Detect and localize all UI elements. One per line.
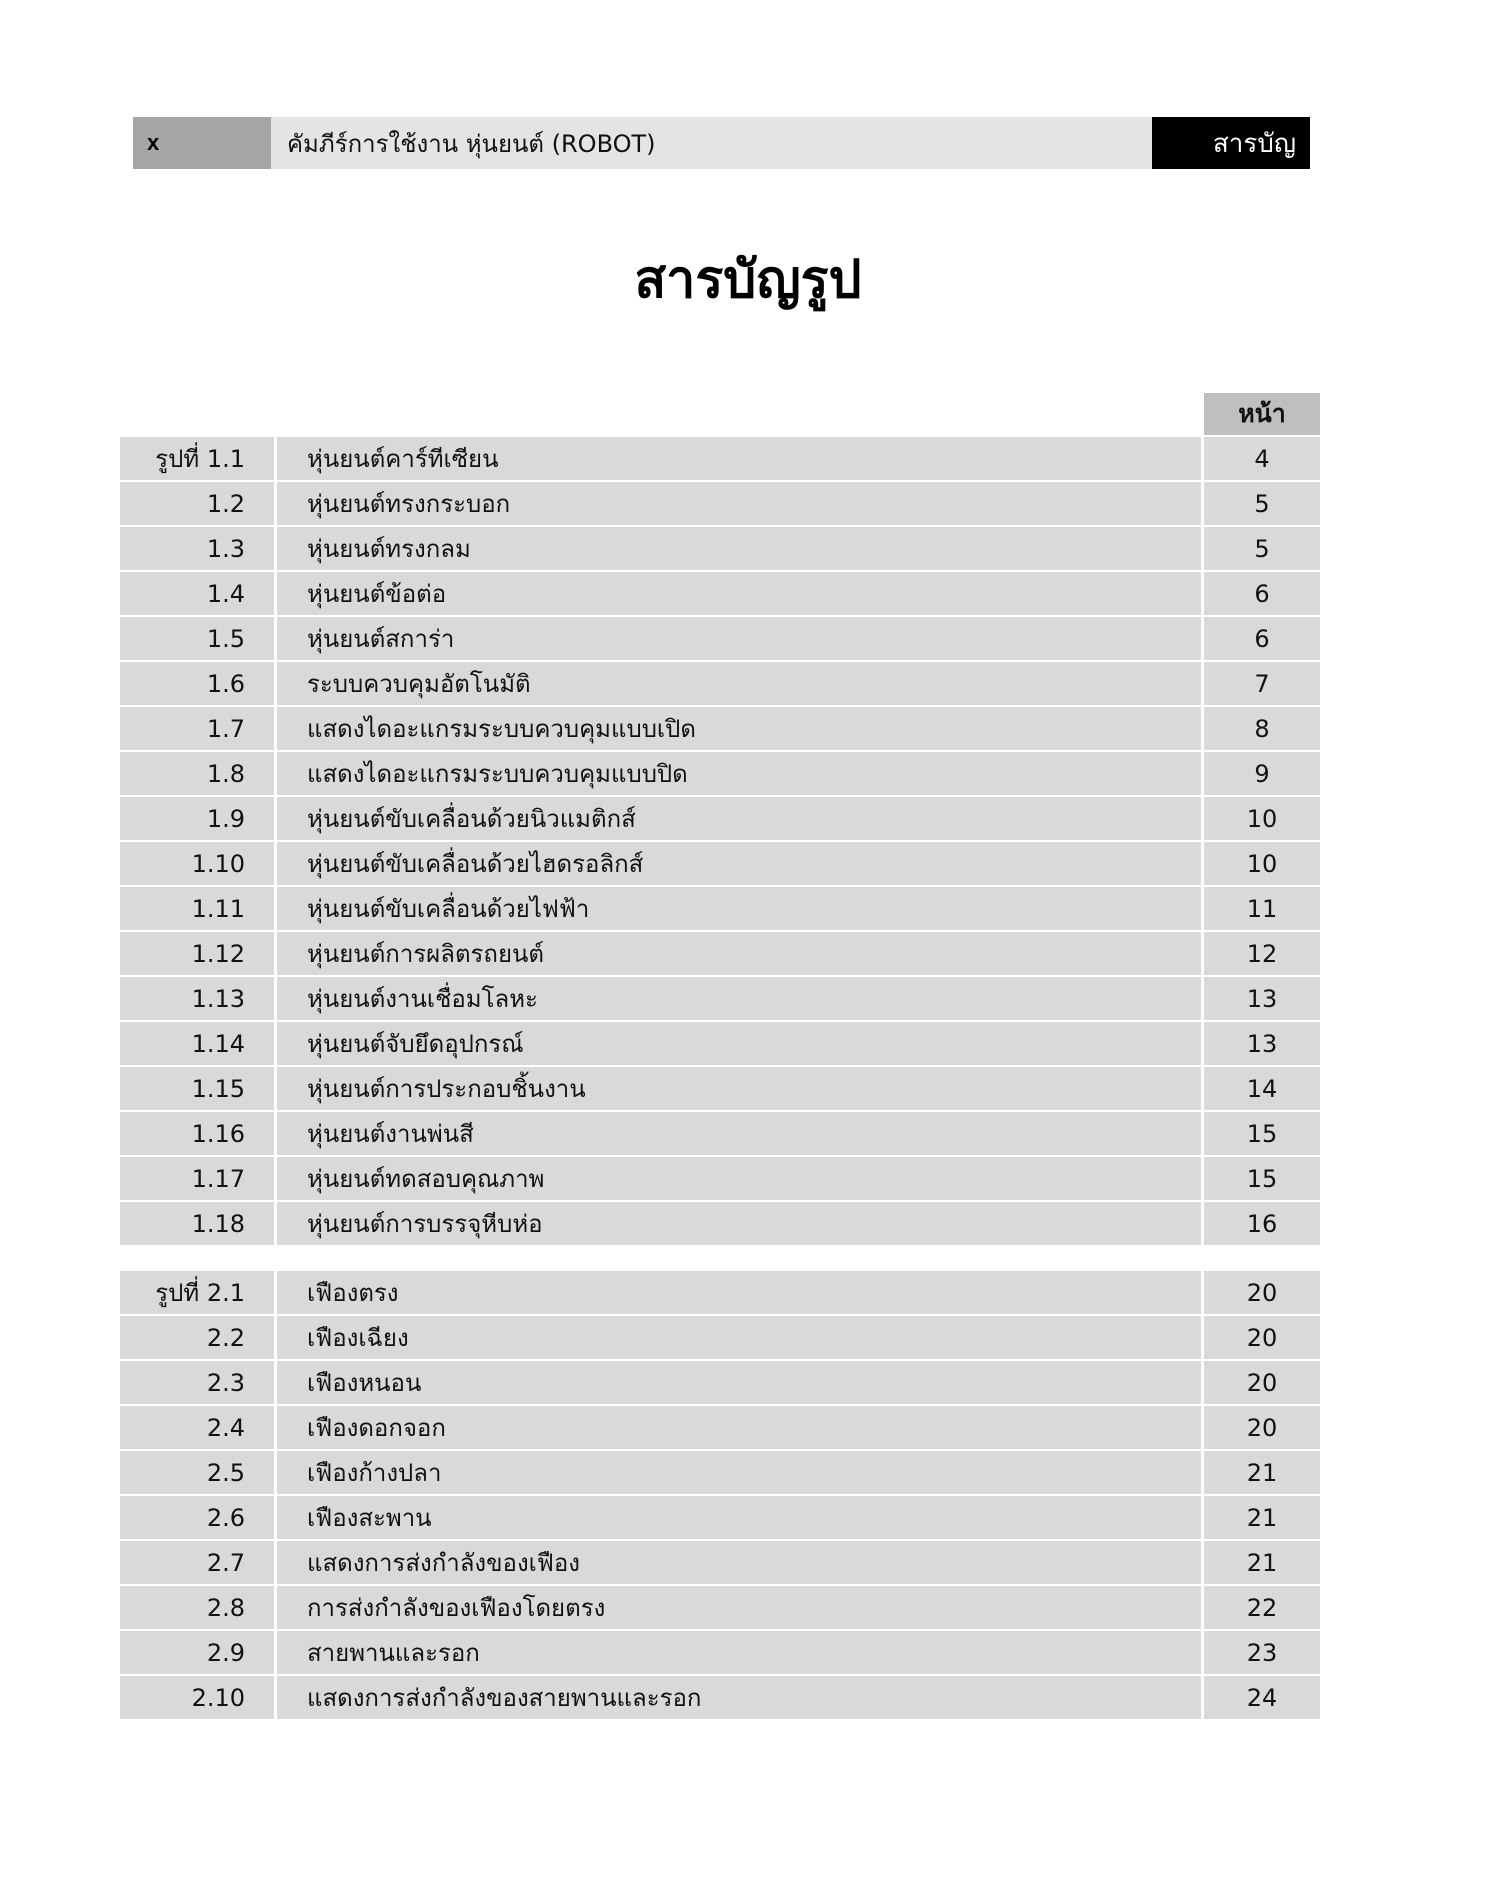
figure-page-number: 11: [1204, 887, 1320, 930]
figure-caption: หุ่นยนต์การประกอบชิ้นงาน: [277, 1067, 1201, 1110]
figure-page-number: 15: [1204, 1157, 1320, 1200]
figure-page-number: 10: [1204, 842, 1320, 885]
figure-caption: หุ่นยนต์ขับเคลื่อนด้วยไฮดรอลิกส์: [277, 842, 1201, 885]
figure-caption: หุ่นยนต์การบรรจุหีบห่อ: [277, 1202, 1201, 1245]
figure-caption: แสดงไดอะแกรมระบบควบคุมแบบเปิด: [277, 707, 1201, 750]
figure-entry: [120, 887, 1320, 930]
figure-page-number: 4: [1204, 437, 1320, 480]
figure-entry: [120, 932, 1320, 975]
figure-entry: [120, 527, 1320, 570]
figure-caption: หุ่นยนต์ขับเคลื่อนด้วยนิวแมติกส์: [277, 797, 1201, 840]
figure-entry: [120, 1112, 1320, 1155]
figure-page-number: 5: [1204, 482, 1320, 525]
figure-caption: เฟืองก้างปลา: [277, 1451, 1201, 1494]
figure-caption: หุ่นยนต์คาร์ทีเซียน: [277, 437, 1201, 480]
figure-entry: [120, 437, 1320, 480]
figure-number: 2.6: [120, 1496, 274, 1539]
figure-number: 1.16: [120, 1112, 274, 1155]
figure-number: 1.14: [120, 1022, 274, 1065]
figure-caption: สายพานและรอก: [277, 1631, 1201, 1674]
figure-page-number: 23: [1204, 1631, 1320, 1674]
figure-entry: [120, 1067, 1320, 1110]
figure-caption: เฟืองสะพาน: [277, 1496, 1201, 1539]
figure-number: 2.10: [120, 1676, 274, 1719]
figure-number: รูปที่ 1.1: [120, 437, 274, 480]
figure-entry: [120, 482, 1320, 525]
figure-caption: เฟืองดอกจอก: [277, 1406, 1201, 1449]
figure-entry: [120, 842, 1320, 885]
figure-group: [120, 1271, 1320, 1721]
figure-number: 1.9: [120, 797, 274, 840]
page-title: สารบัญรูป: [634, 250, 862, 310]
figure-page-number: 22: [1204, 1586, 1320, 1629]
figure-number: 1.3: [120, 527, 274, 570]
figure-caption: หุ่นยนต์งานเชื่อมโลหะ: [277, 977, 1201, 1020]
figure-number: 1.10: [120, 842, 274, 885]
figure-entry: [120, 1202, 1320, 1245]
figure-number: รูปที่ 2.1: [120, 1271, 274, 1314]
figure-page-number: 20: [1204, 1271, 1320, 1314]
figure-number: 2.7: [120, 1541, 274, 1584]
figure-entry: [120, 1406, 1320, 1449]
figure-page-number: 20: [1204, 1361, 1320, 1404]
figure-page-number: 16: [1204, 1202, 1320, 1245]
header-book-title: คัมภีร์การใช้งาน หุ่นยนต์ (ROBOT): [271, 117, 1152, 169]
figure-groups: [120, 437, 1320, 1721]
figure-page-number: 7: [1204, 662, 1320, 705]
figure-entry: [120, 1157, 1320, 1200]
figure-caption: หุ่นยนต์การผลิตรถยนต์: [277, 932, 1201, 975]
figure-caption: เฟืองตรง: [277, 1271, 1201, 1314]
figure-page-number: 6: [1204, 617, 1320, 660]
figure-page-number: 9: [1204, 752, 1320, 795]
figure-page-number: 12: [1204, 932, 1320, 975]
figure-number: 1.8: [120, 752, 274, 795]
figure-entry: [120, 1271, 1320, 1314]
figure-number: 1.5: [120, 617, 274, 660]
figure-page-number: 5: [1204, 527, 1320, 570]
figure-page-number: 13: [1204, 977, 1320, 1020]
figure-group: [120, 437, 1320, 1247]
figure-number: 2.8: [120, 1586, 274, 1629]
figure-entry: [120, 617, 1320, 660]
figure-entry: [120, 1022, 1320, 1065]
figure-number: 2.4: [120, 1406, 274, 1449]
figure-page-number: 15: [1204, 1112, 1320, 1155]
figure-page-number: 20: [1204, 1406, 1320, 1449]
figure-entry: [120, 1451, 1320, 1494]
figure-entry: [120, 1676, 1320, 1719]
figure-number: 1.11: [120, 887, 274, 930]
figure-number: 1.12: [120, 932, 274, 975]
figure-entry: [120, 797, 1320, 840]
running-header: [133, 117, 1310, 169]
figure-number: 2.9: [120, 1631, 274, 1674]
figure-entry: [120, 1496, 1320, 1539]
figure-page-number: 21: [1204, 1541, 1320, 1584]
figure-caption: แสดงไดอะแกรมระบบควบคุมแบบปิด: [277, 752, 1201, 795]
figure-caption: หุ่นยนต์งานพ่นสี: [277, 1112, 1201, 1155]
figure-entry: [120, 1586, 1320, 1629]
figure-entry: [120, 707, 1320, 750]
figure-caption: หุ่นยนต์ทรงกลม: [277, 527, 1201, 570]
figure-number: 1.17: [120, 1157, 274, 1200]
figure-page-number: 6: [1204, 572, 1320, 615]
figure-entry: [120, 1361, 1320, 1404]
figure-caption: หุ่นยนต์จับยึดอุปกรณ์: [277, 1022, 1201, 1065]
figure-entry: [120, 1316, 1320, 1359]
figure-page-number: 10: [1204, 797, 1320, 840]
figure-number: 2.2: [120, 1316, 274, 1359]
page-column-header: หน้า: [1204, 393, 1320, 435]
figure-entry: [120, 1541, 1320, 1584]
figure-entry: [120, 977, 1320, 1020]
figure-number: 1.18: [120, 1202, 274, 1245]
figure-number: 2.5: [120, 1451, 274, 1494]
figure-page-number: 13: [1204, 1022, 1320, 1065]
figure-page-number: 8: [1204, 707, 1320, 750]
figure-number: 1.13: [120, 977, 274, 1020]
figure-number: 1.6: [120, 662, 274, 705]
figure-page-number: 20: [1204, 1316, 1320, 1359]
header-page-number: x: [133, 117, 271, 169]
figure-page-number: 14: [1204, 1067, 1320, 1110]
figure-caption: เฟืองหนอน: [277, 1361, 1201, 1404]
figure-caption: หุ่นยนต์ขับเคลื่อนด้วยไฟฟ้า: [277, 887, 1201, 930]
figure-page-number: 21: [1204, 1451, 1320, 1494]
figure-number: 1.15: [120, 1067, 274, 1110]
header-section-label: สารบัญ: [1152, 117, 1310, 169]
figure-page-number: 24: [1204, 1676, 1320, 1719]
list-of-figures: [120, 393, 1320, 1721]
figure-number: 1.2: [120, 482, 274, 525]
figure-caption: แสดงการส่งกำลังของเฟือง: [277, 1541, 1201, 1584]
figure-number: 1.4: [120, 572, 274, 615]
figure-caption: การส่งกำลังของเฟืองโดยตรง: [277, 1586, 1201, 1629]
figure-number: 2.3: [120, 1361, 274, 1404]
figure-caption: หุ่นยนต์ทรงกระบอก: [277, 482, 1201, 525]
figure-caption: ระบบควบคุมอัตโนมัติ: [277, 662, 1201, 705]
figure-entry: [120, 572, 1320, 615]
figure-caption: เฟืองเฉียง: [277, 1316, 1201, 1359]
figure-caption: หุ่นยนต์ข้อต่อ: [277, 572, 1201, 615]
figure-caption: หุ่นยนต์สการ่า: [277, 617, 1201, 660]
figure-entry: [120, 662, 1320, 705]
figure-entry: [120, 752, 1320, 795]
figure-caption: แสดงการส่งกำลังของสายพานและรอก: [277, 1676, 1201, 1719]
figure-number: 1.7: [120, 707, 274, 750]
figure-caption: หุ่นยนต์ทดสอบคุณภาพ: [277, 1157, 1201, 1200]
figure-entry: [120, 1631, 1320, 1674]
figure-page-number: 21: [1204, 1496, 1320, 1539]
